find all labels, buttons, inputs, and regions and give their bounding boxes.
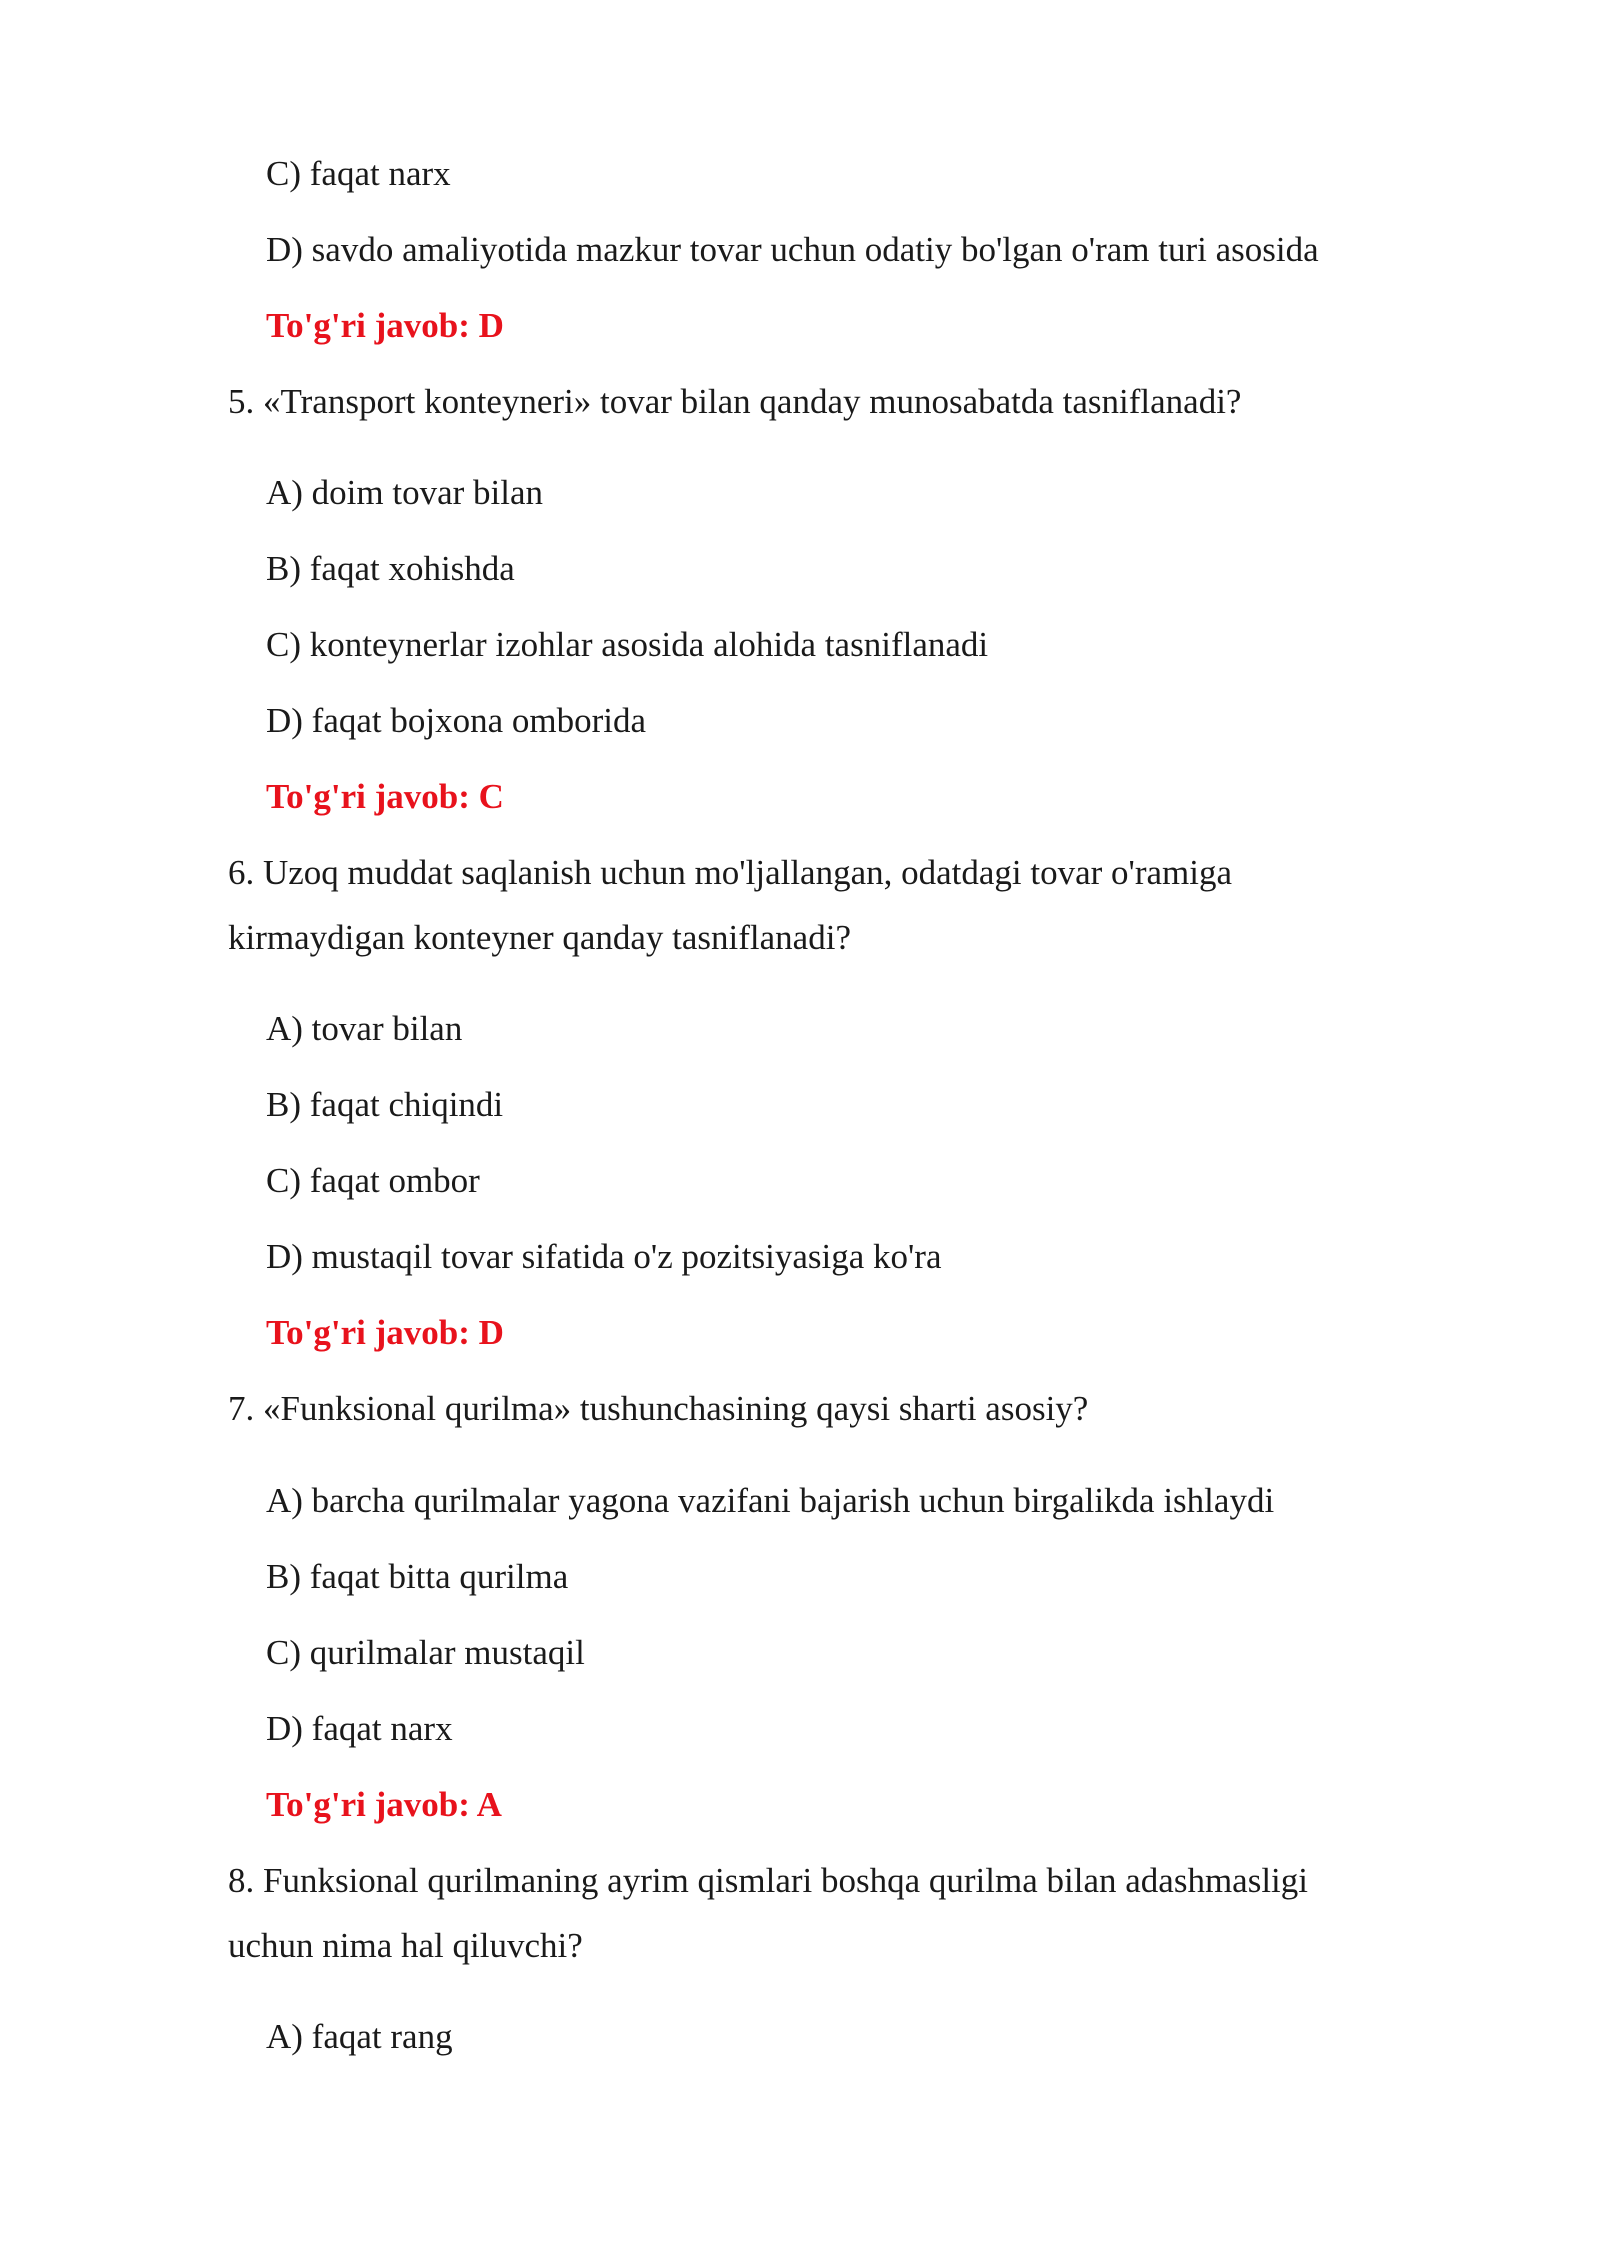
question-8-line-1: 8. Funksional qurilmaning ayrim qismlari boshqa qurilma bilan adashmasligi (228, 1861, 1308, 1900)
question-8-line-2: uchun nima hal qiluvchi? (228, 1926, 583, 1965)
option-d: D) mustaqil tovar sifatida o'z pozitsiyasiga ko'ra (266, 1237, 942, 1276)
option-c: C) faqat narx (266, 154, 451, 193)
correct-answer: To'g'ri javob: A (266, 1785, 502, 1824)
option-a: A) barcha qurilmalar yagona vazifani bajarish uchun birgalikda ishlaydi (266, 1481, 1275, 1520)
option-b: B) faqat xohishda (266, 549, 515, 588)
option-d: D) savdo amaliyotida mazkur tovar uchun odatiy bo'lgan o'ram turi asosida (266, 230, 1319, 269)
option-d: D) faqat narx (266, 1709, 453, 1748)
question-6-line-2: kirmaydigan konteyner qanday tasniflanadi? (228, 918, 851, 957)
option-a: A) doim tovar bilan (266, 473, 544, 512)
option-a: A) tovar bilan (266, 1009, 463, 1048)
option-a: A) faqat rang (266, 2017, 453, 2056)
correct-answer: To'g'ri javob: D (266, 306, 504, 345)
option-c: C) faqat ombor (266, 1161, 480, 1200)
question-6-line-1: 6. Uzoq muddat saqlanish uchun mo'ljallangan, odatdagi tovar o'ramiga (228, 853, 1233, 892)
correct-answer: To'g'ri javob: D (266, 1313, 504, 1352)
option-c: C) konteynerlar izohlar asosida alohida tasniflanadi (266, 625, 989, 664)
question-5: 5. «Transport konteyneri» tovar bilan qanday munosabatda tasniflanadi? (228, 382, 1242, 421)
correct-answer: To'g'ri javob: C (266, 777, 504, 816)
option-b: B) faqat bitta qurilma (266, 1557, 569, 1596)
question-7: 7. «Funksional qurilma» tushunchasining qaysi sharti asosiy? (228, 1389, 1089, 1428)
option-b: B) faqat chiqindi (266, 1085, 504, 1124)
option-c: C) qurilmalar mustaqil (266, 1633, 585, 1672)
option-d: D) faqat bojxona omborida (266, 701, 647, 740)
